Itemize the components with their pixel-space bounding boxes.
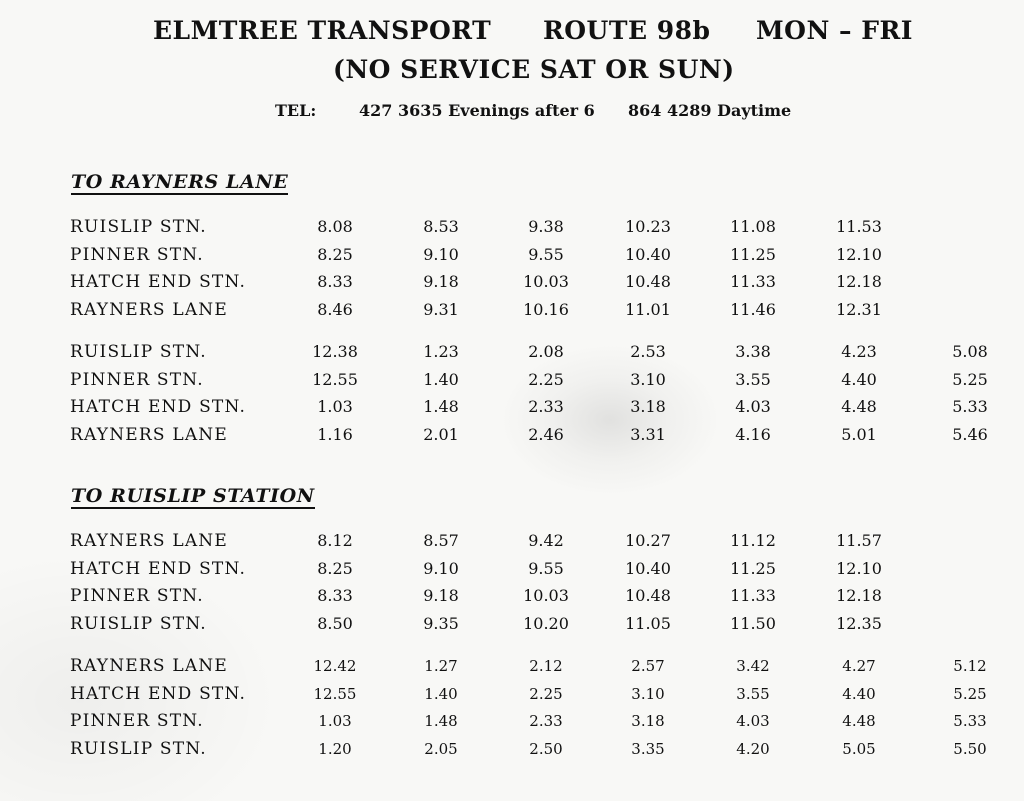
stop-name: RAYNERS LANE [70, 531, 228, 551]
departure-time: 12.42 [313, 657, 357, 675]
departure-time: 11.12 [730, 531, 776, 550]
departure-time: 10.23 [625, 217, 671, 236]
departure-time: 12.35 [836, 613, 882, 633]
departure-time: 9.35 [423, 613, 459, 633]
departure-time: 8.53 [423, 217, 459, 236]
stop-name: HATCH END STN. [70, 683, 247, 704]
departure-time: 2.08 [528, 342, 564, 361]
departure-time: 2.25 [529, 684, 563, 703]
departure-time: 1.03 [318, 712, 352, 730]
stop-name: RUISLIP STN. [70, 613, 207, 634]
table-row [0, 299, 1024, 327]
departure-time: 11.05 [625, 613, 671, 633]
departure-time: 1.40 [424, 684, 458, 703]
departure-time: 4.40 [841, 369, 877, 389]
stop-name: PINNER STN. [70, 711, 204, 731]
departure-time: 10.40 [625, 558, 671, 578]
departure-time: 1.23 [423, 342, 459, 361]
departure-time: 8.08 [317, 217, 353, 236]
table-row [0, 530, 1024, 558]
departure-time: 9.42 [528, 531, 564, 550]
tel-label: TEL: [275, 101, 317, 120]
departure-time: 5.25 [952, 369, 988, 389]
table-row [0, 369, 1024, 397]
departure-time: 4.27 [842, 657, 876, 675]
table-row [0, 585, 1024, 613]
departure-time: 5.01 [841, 424, 877, 444]
table-row [0, 271, 1024, 299]
departure-time: 5.33 [953, 712, 987, 730]
table-row [0, 683, 1024, 711]
service-days: MON – FRI [756, 16, 913, 45]
departure-time: 8.57 [423, 531, 459, 550]
departure-time: 4.03 [735, 397, 771, 416]
departure-time: 10.48 [625, 272, 671, 291]
table-row [0, 424, 1024, 452]
departure-time: 2.50 [529, 739, 563, 758]
departure-time: 11.08 [730, 217, 776, 236]
departure-time: 1.48 [424, 712, 458, 730]
departure-time: 3.18 [630, 397, 666, 416]
departure-time: 8.33 [317, 586, 353, 605]
departure-time: 4.48 [841, 397, 877, 416]
departure-time: 5.50 [953, 739, 987, 758]
tel-daytime: 864 4289 Daytime [628, 101, 792, 120]
departure-time: 3.18 [631, 712, 665, 730]
departure-time: 2.05 [424, 739, 458, 758]
departure-time: 11.50 [730, 613, 776, 633]
departure-time: 2.57 [631, 657, 665, 675]
departure-time: 2.46 [528, 424, 564, 444]
stop-name: PINNER STN. [70, 369, 204, 390]
stop-name: HATCH END STN. [70, 397, 247, 417]
departure-time: 5.12 [953, 657, 987, 675]
departure-time: 8.46 [317, 299, 353, 319]
table-row [0, 216, 1024, 244]
departure-time: 11.33 [730, 586, 776, 605]
departure-time: 3.38 [735, 342, 771, 361]
departure-time: 10.40 [625, 244, 671, 264]
tel-evenings: 427 3635 Evenings after 6 [359, 101, 595, 120]
departure-time: 9.18 [423, 272, 459, 291]
departure-time: 1.48 [423, 397, 459, 416]
departure-time: 8.25 [317, 558, 353, 578]
departure-time: 12.31 [836, 299, 882, 319]
departure-time: 12.55 [313, 684, 357, 703]
table-row [0, 244, 1024, 272]
departure-time: 12.10 [836, 244, 882, 264]
departure-time: 1.27 [424, 657, 458, 675]
departure-time: 9.31 [423, 299, 459, 319]
departure-time: 3.42 [736, 657, 770, 675]
timetable-block [0, 530, 1024, 640]
departure-time: 11.25 [730, 558, 776, 578]
departure-time: 12.18 [836, 586, 882, 605]
departure-time: 4.40 [842, 684, 876, 703]
departure-time: 11.57 [836, 531, 882, 550]
timetable-block [0, 216, 1024, 326]
timetable-block [0, 341, 1024, 451]
timetable-block [0, 655, 1024, 765]
stop-name: RAYNERS LANE [70, 656, 228, 676]
departure-time: 9.10 [423, 558, 459, 578]
departure-time: 5.25 [953, 684, 987, 703]
departure-time: 2.25 [528, 369, 564, 389]
departure-time: 9.38 [528, 217, 564, 236]
departure-time: 12.18 [836, 272, 882, 291]
departure-time: 11.25 [730, 244, 776, 264]
departure-time: 5.05 [842, 739, 876, 758]
departure-time: 10.20 [523, 613, 569, 633]
departure-time: 10.03 [523, 272, 569, 291]
stop-name: RUISLIP STN. [70, 342, 207, 362]
departure-time: 10.48 [625, 586, 671, 605]
table-row [0, 655, 1024, 683]
stop-name: RAYNERS LANE [70, 424, 228, 445]
departure-time: 4.16 [735, 424, 771, 444]
stop-name: PINNER STN. [70, 244, 204, 265]
departure-time: 3.55 [736, 684, 770, 703]
table-row [0, 613, 1024, 641]
departure-time: 5.08 [952, 342, 988, 361]
departure-time: 5.46 [952, 424, 988, 444]
stop-name: RUISLIP STN. [70, 738, 207, 759]
no-service-note: (NO SERVICE SAT OR SUN) [333, 55, 735, 84]
section-title-to-rayners-lane: TO RAYNERS LANE [71, 171, 289, 193]
departure-time: 8.50 [317, 613, 353, 633]
departure-time: 1.16 [317, 424, 353, 444]
stop-name: HATCH END STN. [70, 558, 247, 579]
departure-time: 9.55 [528, 558, 564, 578]
departure-time: 3.31 [630, 424, 666, 444]
route-number: ROUTE 98b [543, 16, 711, 45]
departure-time: 9.18 [423, 586, 459, 605]
departure-time: 8.12 [317, 531, 353, 550]
table-row [0, 738, 1024, 766]
departure-time: 10.16 [523, 299, 569, 319]
stop-name: RAYNERS LANE [70, 299, 228, 320]
table-row [0, 341, 1024, 369]
departure-time: 9.55 [528, 244, 564, 264]
departure-time: 3.35 [631, 739, 665, 758]
departure-time: 4.03 [736, 712, 770, 730]
departure-time: 4.48 [842, 712, 876, 730]
stop-name: HATCH END STN. [70, 272, 247, 292]
departure-time: 2.01 [423, 424, 459, 444]
departure-time: 9.10 [423, 244, 459, 264]
departure-time: 4.20 [736, 739, 770, 758]
section-title-to-ruislip-station: TO RUISLIP STATION [71, 485, 315, 507]
departure-time: 4.23 [841, 342, 877, 361]
departure-time: 1.20 [318, 739, 352, 758]
departure-time: 12.10 [836, 558, 882, 578]
departure-time: 1.40 [423, 369, 459, 389]
departure-time: 2.33 [529, 712, 563, 730]
departure-time: 3.10 [631, 684, 665, 703]
departure-time: 10.27 [625, 531, 671, 550]
departure-time: 12.55 [312, 369, 358, 389]
company-name: ELMTREE TRANSPORT [153, 16, 492, 45]
departure-time: 12.38 [312, 342, 358, 361]
departure-time: 5.33 [952, 397, 988, 416]
departure-time: 3.10 [630, 369, 666, 389]
table-row [0, 710, 1024, 738]
departure-time: 2.53 [630, 342, 666, 361]
departure-time: 2.12 [529, 657, 563, 675]
table-row [0, 558, 1024, 586]
table-row [0, 396, 1024, 424]
departure-time: 8.33 [317, 272, 353, 291]
departure-time: 1.03 [317, 397, 353, 416]
departure-time: 11.33 [730, 272, 776, 291]
stop-name: RUISLIP STN. [70, 217, 207, 237]
stop-name: PINNER STN. [70, 586, 204, 606]
departure-time: 3.55 [735, 369, 771, 389]
departure-time: 10.03 [523, 586, 569, 605]
departure-time: 8.25 [317, 244, 353, 264]
departure-time: 2.33 [528, 397, 564, 416]
departure-time: 11.53 [836, 217, 882, 236]
departure-time: 11.46 [730, 299, 776, 319]
departure-time: 11.01 [625, 299, 671, 319]
